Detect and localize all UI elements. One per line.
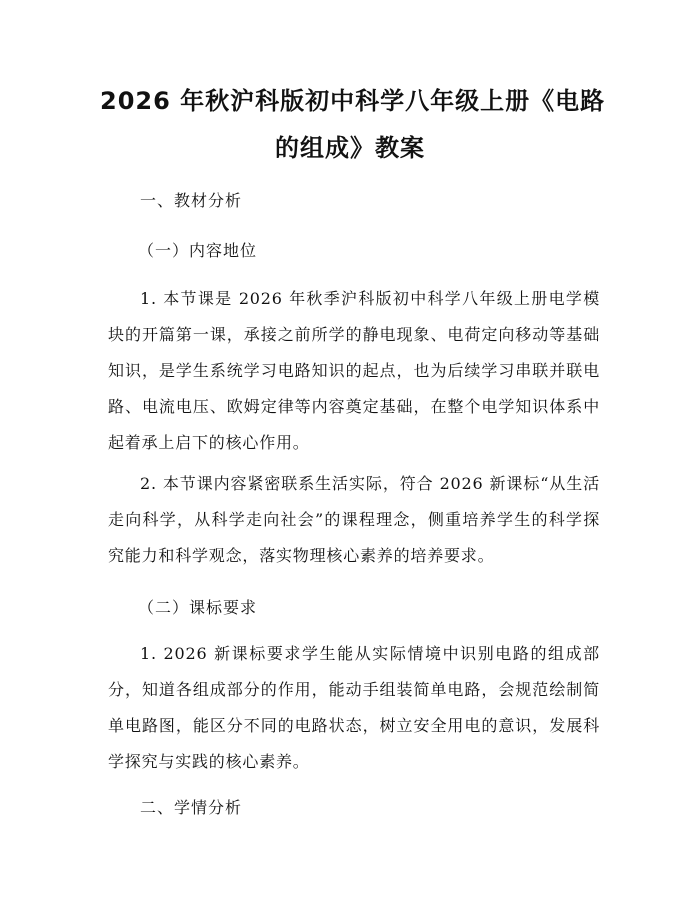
paragraph-content-position-2: 2. 本节课内容紧密联系生活实际，符合 2026 新课标“从生活走向科学，从科学走向社会”的课程理念，侧重培养学生的科学探究能力和科学观念，落实物理核心素养的培养要求。 <box>108 474 600 565</box>
section-heading-learner-analysis: 二、学情分析 <box>140 798 243 817</box>
subsection-heading-content-position: （一）内容地位 <box>138 241 258 260</box>
section-heading-textbook-analysis: 一、教材分析 <box>140 191 243 210</box>
subsection-heading-curriculum-requirements: （二）课标要求 <box>138 598 258 617</box>
paragraph-content-position-1: 1. 本节课是 2026 年秋季沪科版初中科学八年级上册电学模块的开篇第一课，承接之前所学的静电现象、电荷定向移动等基础知识，是学生系统学习电路知识的起点，也为后续学习串联并联电路、电流电压、欧姆定律等内容奠定基础，在整个电学知识体系中起着承上启下的核心作用。 <box>108 289 600 452</box>
paragraph-curriculum-requirements-1: 1. 2026 新课标要求学生能从实际情境中识别电路的组成部分，知道各组成部分的作用，能动手组装简单电路，会规范绘制简单电路图，能区分不同的电路状态，树立安全用电的意识，发展科学探究与实践的核心素养。 <box>108 644 600 771</box>
document-title-line2: 的组成》教案 <box>275 134 425 162</box>
document-title-line1: 2026 年秋沪科版初中科学八年级上册《电路 <box>100 87 606 115</box>
